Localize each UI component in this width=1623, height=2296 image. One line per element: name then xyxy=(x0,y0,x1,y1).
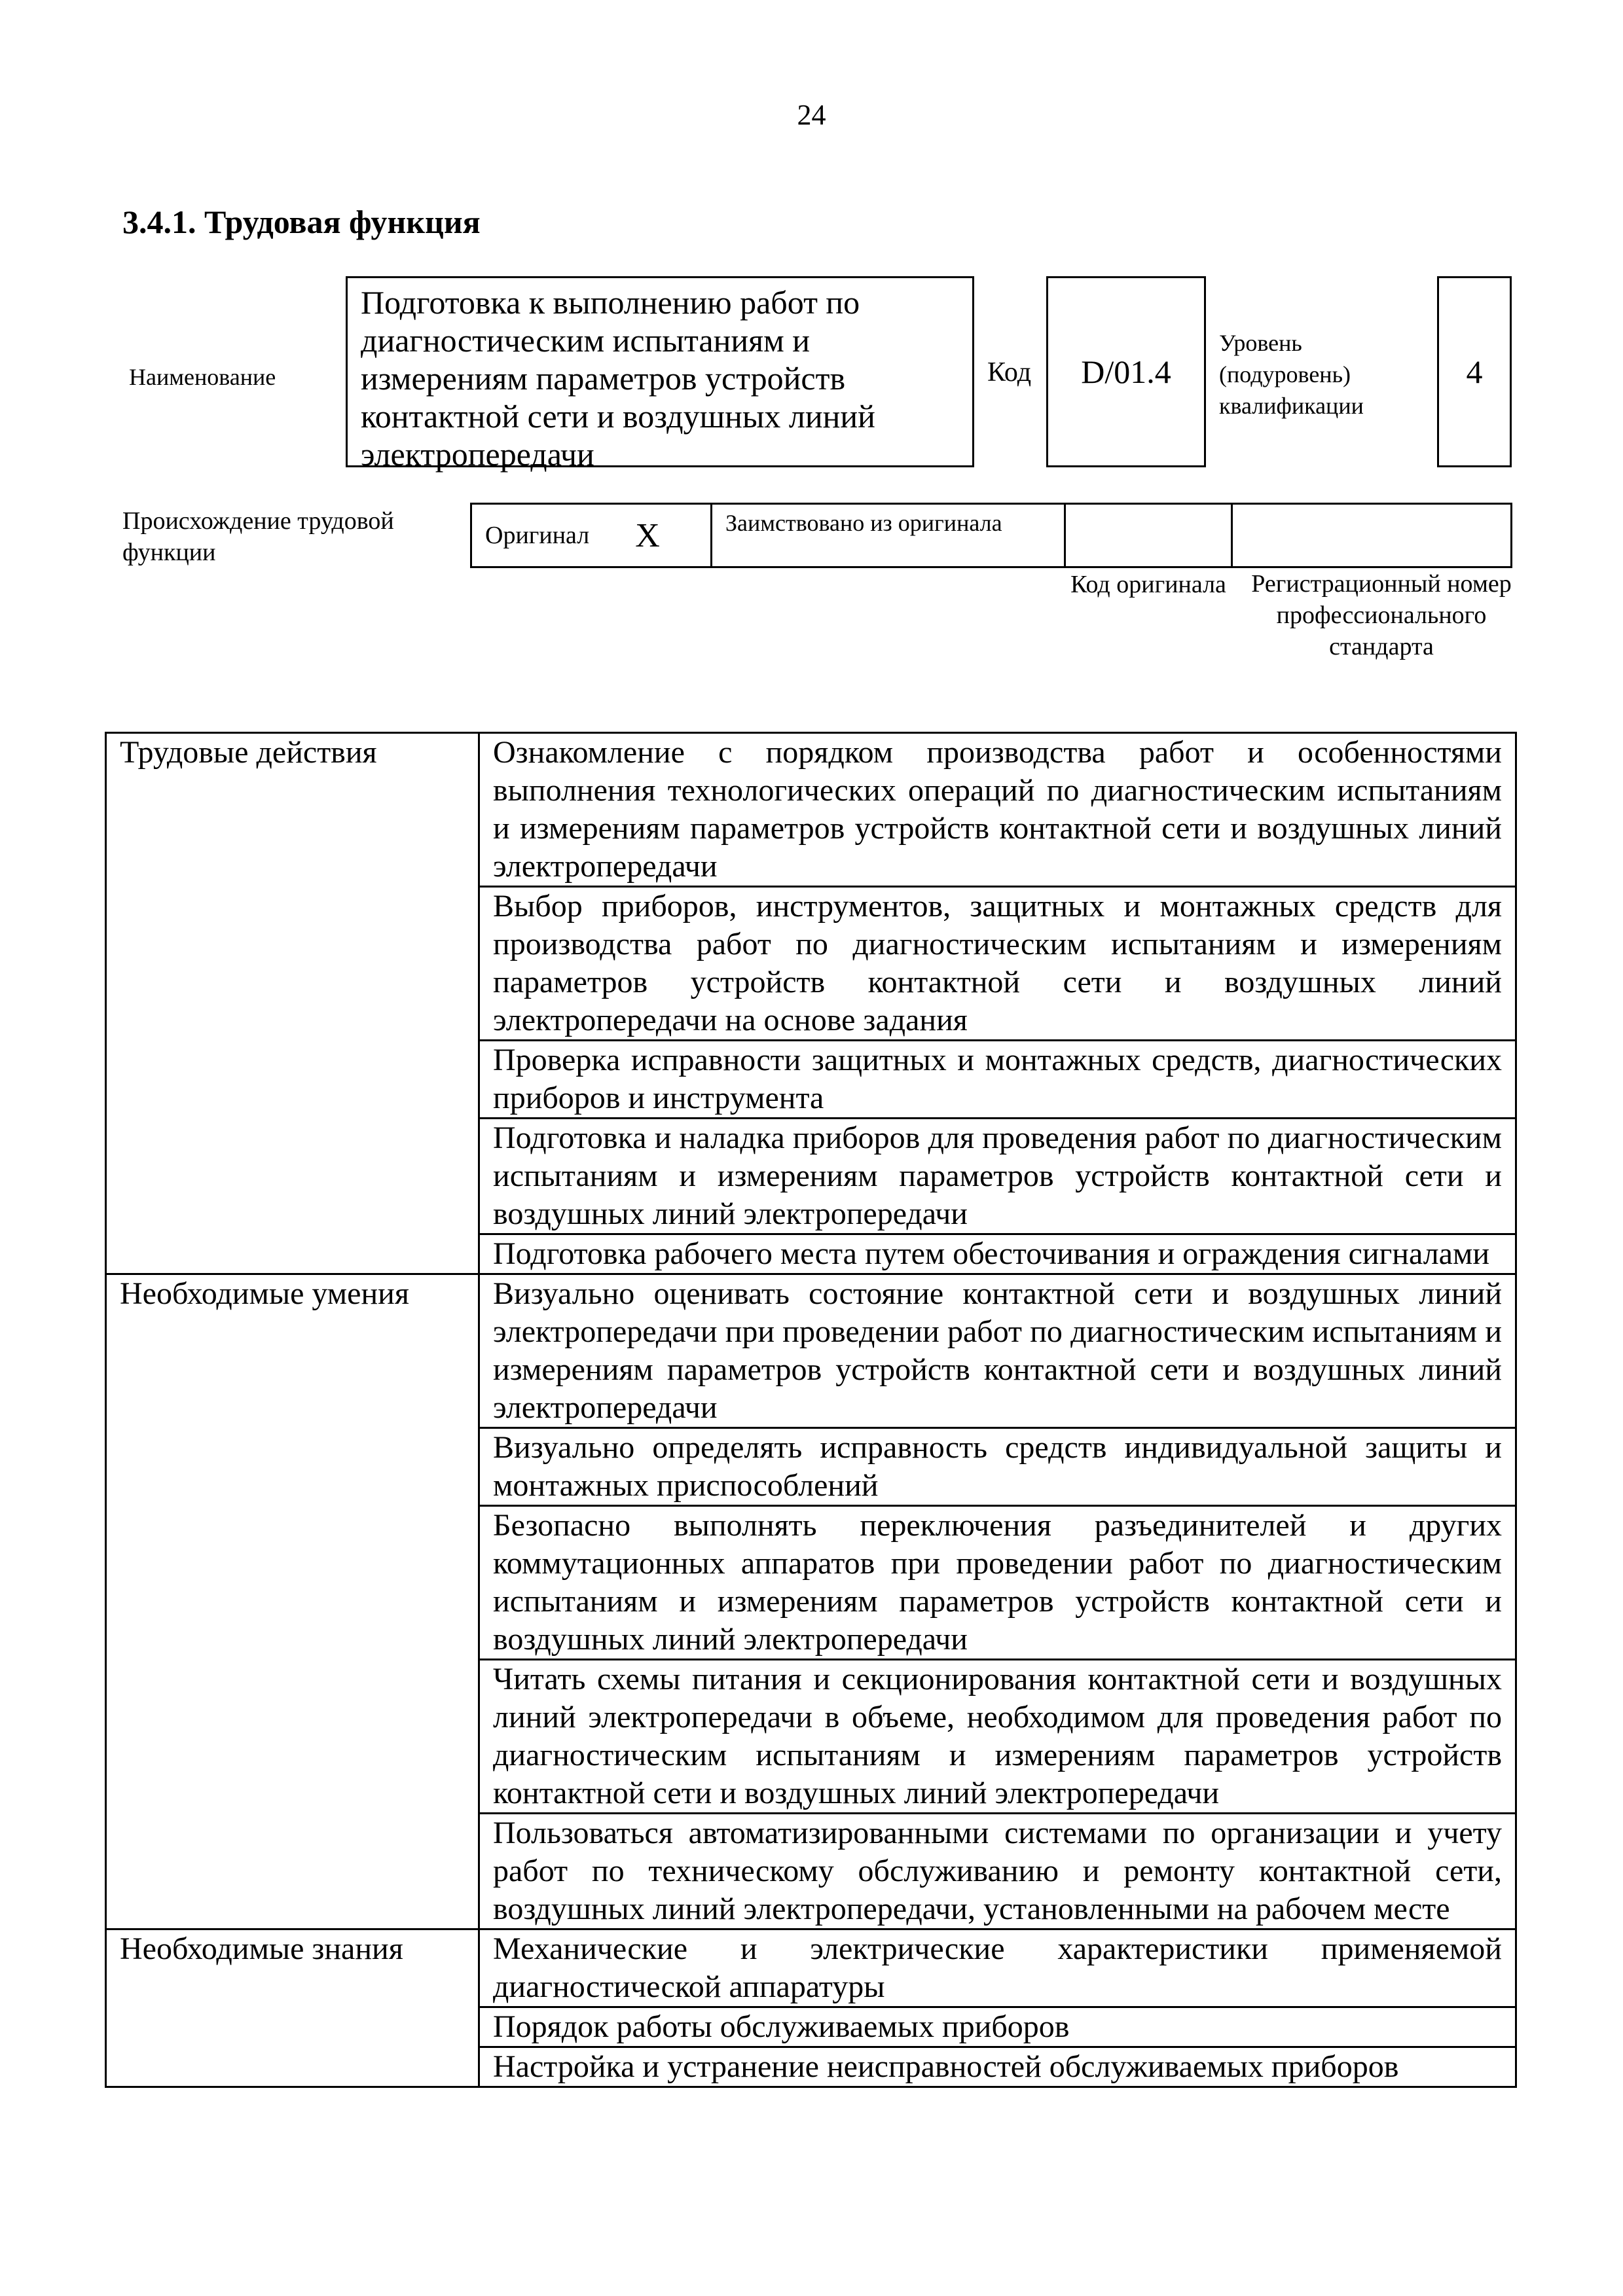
borrowed-label: Заимствовано из оригинала xyxy=(710,503,1066,568)
level-label: Уровень (подуровень) квалификации xyxy=(1219,330,1364,419)
qualification-level: 4 xyxy=(1437,276,1512,467)
original-code-cell xyxy=(1064,503,1233,568)
section-title: 3.4.1. Трудовая функция xyxy=(122,204,481,240)
table-row xyxy=(106,733,1516,887)
labor-action-item: Проверка исправности защитных и монтажных средств, диагностических приборов и инструмента xyxy=(479,1041,1516,1119)
origin-label: Происхождение трудовой функции xyxy=(122,507,394,566)
original-label: Оригинал xyxy=(485,522,590,549)
name-label: Наименование xyxy=(129,364,276,390)
registration-caption: Регистрационный номер профессионального стандарта xyxy=(1251,570,1512,660)
labor-action-item: Подготовка рабочего места путем обесточивания и ограждения сигналами xyxy=(479,1234,1516,1274)
labor-action-item: Ознакомление с порядком производства работ и особенностями выполнения технологических операций по диагностическим испытаниям и измерениям параметров устройств контактной сети и воздушных линий электропередачи xyxy=(479,733,1516,887)
knowledge-label: Необходимые знания xyxy=(106,1929,479,2087)
origin-original-cell xyxy=(470,503,712,568)
skill-item: Пользоваться автоматизированными системами по организации и учету работ по техническому обслуживанию и ремонту контактной сети, воздушных линий электропередачи, установленными на рабочем месте xyxy=(479,1814,1516,1929)
page-number: 24 xyxy=(797,99,826,131)
labor-action-item: Выбор приборов, инструментов, защитных и монтажных средств для производства работ по диагностическим испытаниям и измерениям параметров устройств контактной сети и воздушных линий электропередачи на основе задания xyxy=(479,887,1516,1041)
table-row xyxy=(106,1274,1516,1428)
registration-number-cell xyxy=(1231,503,1512,568)
skill-item: Визуально оценивать состояние контактной сети и воздушных линий электропередачи при проведении работ по диагностическим испытаниям и измерениям параметров устройств контактной сети и воздушных линий электропередачи xyxy=(479,1274,1516,1428)
knowledge-item: Настройка и устранение неисправностей обслуживаемых приборов xyxy=(479,2047,1516,2087)
labor-actions-label: Трудовые действия xyxy=(106,733,479,1274)
table-row xyxy=(106,1929,1516,2007)
knowledge-item: Механические и электрические характеристики применяемой диагностической аппаратуры xyxy=(479,1929,1516,2007)
labor-action-item: Подготовка и наладка приборов для проведения работ по диагностическим испытаниям и измерениям параметров устройств контактной сети и воздушных линий электропередачи xyxy=(479,1119,1516,1234)
skill-item: Безопасно выполнять переключения разъединителей и других коммутационных аппаратов при проведении работ по диагностическим испытаниям и измерениям параметров устройств контактной сети и воздушных линий электропередачи xyxy=(479,1506,1516,1660)
original-code-caption: Код оригинала xyxy=(1070,571,1226,598)
skills-label: Необходимые умения xyxy=(106,1274,479,1929)
skill-item: Визуально определять исправность средств индивидуальной защиты и монтажных приспособлений xyxy=(479,1428,1516,1506)
function-table xyxy=(105,732,1517,2088)
knowledge-item: Порядок работы обслуживаемых приборов xyxy=(479,2007,1516,2047)
code-label: Код xyxy=(987,357,1032,387)
original-mark: X xyxy=(635,516,660,554)
function-code: D/01.4 xyxy=(1046,276,1206,467)
skill-item: Читать схемы питания и секционирования контактной сети и воздушных линий электропередачи в объеме, необходимом для проведения работ по диагностическим испытаниям и измерениям параметров устройств контактной сети и воздушных линий электропередачи xyxy=(479,1660,1516,1814)
function-name: Подготовка к выполнению работ по диагностическим испытаниям и измерениям параметров устройств контактной сети и воздушных линий электропередачи xyxy=(346,276,974,467)
